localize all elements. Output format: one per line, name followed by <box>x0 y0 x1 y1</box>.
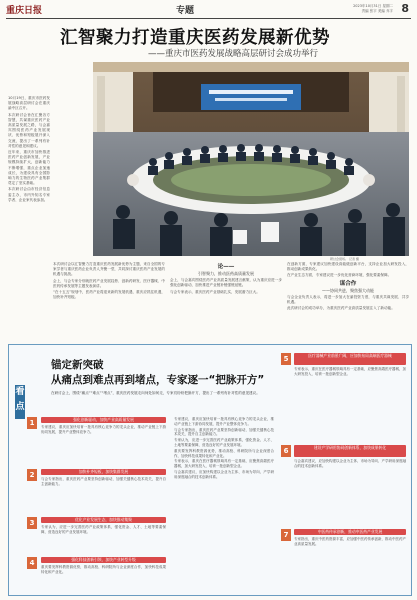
body-paragraph: 在产业生态方面，专家建议进一步优化营商环境，强化要素保障。 <box>287 273 392 278</box>
item-text <box>41 425 166 467</box>
item-paragraph: 专家表示，重庆在医疗器械领域具有一定基础，应聚焦高端医疗器械，加大研发投入，培育一批创新型企业。 <box>174 459 274 469</box>
item-title: 强化科技创新引领，加快产业转型升级 <box>41 557 166 563</box>
section-heading: 论—— <box>217 264 235 270</box>
body-paragraph: 与会专家表示，重庆医药产业基础扎实，发展潜力巨大。 <box>170 289 260 294</box>
feature-middle-column <box>174 417 274 593</box>
section-subheading: 引智聚力，推动医药高质量发展 <box>198 271 254 276</box>
item-title: 医疗器械产业前景广阔，应加快布局高端医疗器械 <box>294 353 406 365</box>
item-text <box>41 477 166 515</box>
item-paragraph: 专家认为，应进一步完善医药产业政策体系，强化资金、人才、土地等要素保障，营造良好的产业发展环境。 <box>41 525 166 534</box>
section-subheading: ——协同共进，聚焦强大动能 <box>322 287 374 293</box>
subheadline: ——重庆市医药发展战略高层研讨会成功举行 <box>148 49 319 59</box>
section-heading: 谋合作 <box>339 280 357 287</box>
lead-paragraph: 10月19日，重庆市医药发展战略高层研讨会在重庆渝中区召开。 <box>8 96 50 111</box>
item-text <box>294 537 406 593</box>
body-column-1 <box>53 262 165 342</box>
body-paragraph: “在十五五”规划中，医药产业将迎来新的发展机遇，重庆应抓住机遇，加快补齐短板。 <box>53 290 165 300</box>
item-paragraph: 与会嘉宾建议，应加快构建以企业为主体、市场为导向、产学研用深度融合的技术创新体系。 <box>174 469 274 479</box>
body-paragraph: 会上，与会嘉宾围绕医药产业高质量发展建言献策，认为重庆应进一步强化创新驱动，加快推进产业链补链强链延链。 <box>170 278 282 288</box>
body-paragraph: 此次研讨会的成功举办，为重庆医药产业高质量发展注入了新动能。 <box>287 306 395 311</box>
section-title: 专题 <box>176 6 195 16</box>
newspaper-logo: 重庆日报 <box>6 6 43 16</box>
page-editors: 责编 张宇 美编 乔宇 <box>361 8 393 13</box>
body-paragraph: 在创新方面，专家建议加快建设高能级创新平台，支持企业加大研发投入，推动创新成果转化。 <box>287 262 409 272</box>
item-number-badge: 5 <box>281 353 291 365</box>
item-title: 建设产学研用协同创新体系，加快成果转化 <box>294 445 406 457</box>
item-paragraph: 专家建议，重庆应加快培育一批具有核心竞争力的龙头企业，推动产业链上下游协同发展，提升产业整体竞争力。 <box>174 417 274 426</box>
item-paragraph: 专家建议，重庆应加快培育一批具有核心竞争力的龙头企业，推动产业链上下游协同发展，提升产业整体竞争力。 <box>41 425 166 434</box>
item-text <box>294 367 406 431</box>
item-paragraph: 与会专家指出，重庆医药产业要坚持创新驱动，加强关键核心技术攻关，提升自主创新能力。 <box>41 477 166 486</box>
item-number-badge: 7 <box>281 529 291 541</box>
body-paragraph: 会上，与会专家分别就医药产业发展趋势、创新药研发、医疗器械、中医药传承发展等主题发表演讲。 <box>53 278 165 288</box>
photo-caption: 研讨会现场。 记者 摄 <box>330 257 359 261</box>
lead-paragraph: 近年来，重庆市加快推进医药产业创新发展，产业规模持续扩大，创新能力不断增强，重点企业加速成长，为建设具有全国影响力的生物医药产业集群奠定了坚实基础。 <box>8 150 50 186</box>
feature-tag: 看点 <box>15 385 25 419</box>
feature-intro: 在研讨会上，围绕“痛点”“难点”“堵点”，重庆医药发展走向何处如何走，专家们纷纷把脉开方，提出了一系列有针对性的意见建议。 <box>51 391 260 395</box>
item-paragraph: 专家认为，应进一步完善医药产业政策体系，强化资金、人才、土地等要素保障，营造良好的产业发展环境。 <box>174 438 274 447</box>
item-number-badge: 1 <box>27 417 37 429</box>
item-title: 中医药传承创新，推动中医药产业发展 <box>294 529 406 535</box>
body-column-3 <box>287 262 409 342</box>
lead-column <box>8 96 50 282</box>
item-number-badge: 2 <box>27 469 37 481</box>
item-paragraph: 重庆要发挥科教资源优势，推动高校、科研院所与企业深度合作，加快科技成果转化和产业化。 <box>41 565 166 574</box>
page-number: 8 <box>401 2 409 15</box>
item-text <box>41 565 166 593</box>
page-date: 2023年10月31日 星期二 <box>353 4 393 8</box>
feature-title-line1: 锚定新突破 <box>51 359 104 371</box>
masthead <box>6 3 411 17</box>
conference-photo <box>93 62 409 256</box>
item-text <box>294 459 406 521</box>
item-paragraph: 与会专家指出，重庆医药产业要坚持创新驱动，加强关键核心技术攻关，提升自主创新能力。 <box>174 427 274 437</box>
feature-box <box>8 344 412 596</box>
lead-paragraph: 本次研讨会由市经济信息委主办，市内外知名专家学者、企业家代表参加。 <box>8 187 50 202</box>
item-paragraph: 与会嘉宾建议，应加快构建以企业为主体、市场为导向、产学研用深度融合的技术创新体系。 <box>294 459 406 468</box>
item-number-badge: 4 <box>27 557 37 569</box>
lead-paragraph: 本次研讨会旨在汇聚各方智慧，共谋重庆医药产业高质量发展之路，与会嘉宾围绕医药产业发展现状、优势和短板展开深入交流，提出了一系列有针对性的意见和建议。 <box>8 112 50 148</box>
feature-title-line2: 从痛点到难点再到堵点，专家逐一“把脉开方” <box>51 374 265 386</box>
headline: 汇智聚力打造重庆医药发展新优势 <box>60 28 330 48</box>
item-paragraph: 专家表示，重庆在医疗器械领域具有一定基础，应聚焦高端医疗器械，加大研发投入，培育一批创新型企业。 <box>294 367 406 376</box>
page-info <box>323 4 393 13</box>
item-title: 优化产业发展生态，加快推动集聚 <box>41 517 166 523</box>
body-paragraph: 与会企业负责人表示，将进一步加大在渝投资力度，与重庆共谋发展、共享机遇。 <box>287 294 409 305</box>
item-number-badge: 3 <box>27 517 37 529</box>
item-paragraph: 重庆要发挥科教资源优势，推动高校、科研院所与企业深度合作，加快科技成果转化和产业化。 <box>174 448 274 458</box>
body-paragraph: 本次研讨会以汇智聚力打造重庆医药发展新优势为主题，来自全国的专家学者与重庆医药企业负责人齐聚一堂，共同探讨重庆医药产业发展的机遇与挑战。 <box>53 262 165 277</box>
item-number-badge: 6 <box>281 445 291 457</box>
item-title: 强化创新驱动，加快产业高质量发展 <box>41 417 166 423</box>
item-title: 加快补齐短板，加快集群发展 <box>41 469 166 475</box>
item-paragraph: 专家指出，重庆中医药资源丰富，应加强中医药传承创新，推动中医药产业高质量发展。 <box>294 537 406 546</box>
header-rule <box>6 18 411 19</box>
body-column-2 <box>170 262 282 342</box>
item-text <box>41 525 166 555</box>
